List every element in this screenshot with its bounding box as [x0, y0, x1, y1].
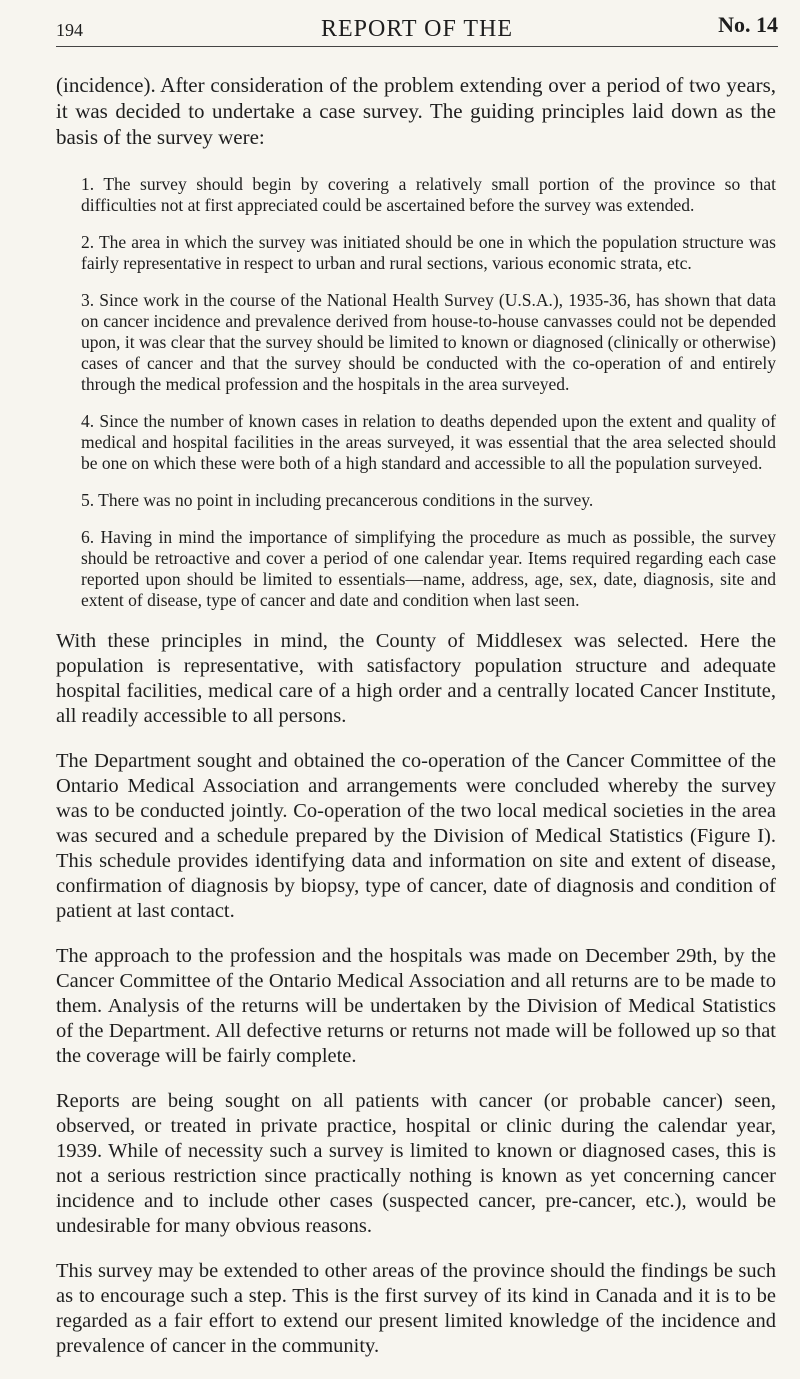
intro-paragraph: (incidence). After consideration of the problem extending over a period of two years, it was decided to undertake a case survey. The guiding principles laid down as the basis of the survey were:: [56, 73, 776, 149]
paragraph-cooperation: The Department sought and obtained the co-operation of the Cancer Committee of the Ontario Medical Association and arrangements were concluded whereby the survey was to be conducted jointly. Co-operation of the two local medical societies in the area was secured and a schedule prepared by the Division of Medical Statistics (Figure I). This schedule provides identifying data and information on site and extent of disease, confirmation of diagnosis by biopsy, type of cancer, date of diagnosis and condition of patient at last contact.: [56, 750, 776, 922]
page-header: [56, 12, 778, 47]
principle-item: 4. Since the number of known cases in relation to deaths depended upon the extent and quality of medical and hospital facilities in the areas surveyed, it was essential that the area selected should be one on which these were both of a high standard and accessible to all the population surveyed.: [81, 411, 776, 473]
paragraph-reports: Reports are being sought on all patients with cancer (or probable cancer) seen, observed, or treated in private practice, hospital or clinic during the calendar year, 1939. While of necessity such a survey is limited to known or diagnosed cases, this is not a serious restriction since practically nothing is known as yet concerning cancer incidence and to include other cases (suspected cancer, pre-cancer, etc.), would be undesirable for many obvious reasons.: [56, 1090, 776, 1237]
main-paragraphs: [56, 629, 776, 1359]
document-number: No. 14: [718, 12, 778, 37]
principles-list: [56, 174, 776, 611]
page-number: 194: [56, 20, 83, 40]
paragraph-extension: This survey may be extended to other areas of the province should the findings be such as to encourage such a step. This is the first survey of its kind in Canada and it is to be regarded as a fair effort to extend our present limited knowledge of the incidence and prevalence of cancer in the community.: [56, 1260, 776, 1357]
principle-item: 1. The survey should begin by covering a relatively small portion of the province so that difficulties not at first appreciated could be ascertained before the survey was extended.: [81, 174, 776, 215]
body-text: [56, 72, 776, 1379]
paragraph-approach: The approach to the profession and the hospitals was made on December 29th, by the Cancer Committee of the Ontario Medical Association and all returns are to be made to them. Analysis of the returns will be undertaken by the Division of Medical Statistics of the Department. All defective returns or returns not made will be followed up so that the coverage will be fairly complete.: [56, 945, 776, 1067]
principle-item: 5. There was no point in including precancerous conditions in the survey.: [81, 490, 594, 510]
principle-item: 3. Since work in the course of the National Health Survey (U.S.A.), 1935-36, has shown that data on cancer incidence and prevalence derived from house-to-house canvasses could not be depended upon, it was clear that the survey should be limited to known or diagnosed (clinically or otherwise) cases of cancer and that the survey should be conducted with the co-operation of and entirely through the medical profession and the hospitals in the area surveyed.: [81, 290, 776, 394]
paragraph-selection: With these principles in mind, the County of Middlesex was selected. Here the population is representative, with satisfactory population structure and adequate hospital facilities, medical care of a high order and a centrally located Cancer Institute, all readily accessible to all persons.: [56, 630, 776, 727]
running-title: REPORT OF THE: [320, 16, 514, 42]
principle-item: 2. The area in which the survey was initiated should be one in which the population structure was fairly representative in respect to urban and rural sections, various economic strata, etc.: [81, 232, 776, 273]
principle-item: 6. Having in mind the importance of simplifying the procedure as much as possible, the survey should be retroactive and cover a period of one calendar year. Items required regarding each case reported upon should be limited to essentials—name, address, age, sex, date, diagnosis, site and extent of disease, type of cancer and date and condition when last seen.: [81, 527, 776, 610]
